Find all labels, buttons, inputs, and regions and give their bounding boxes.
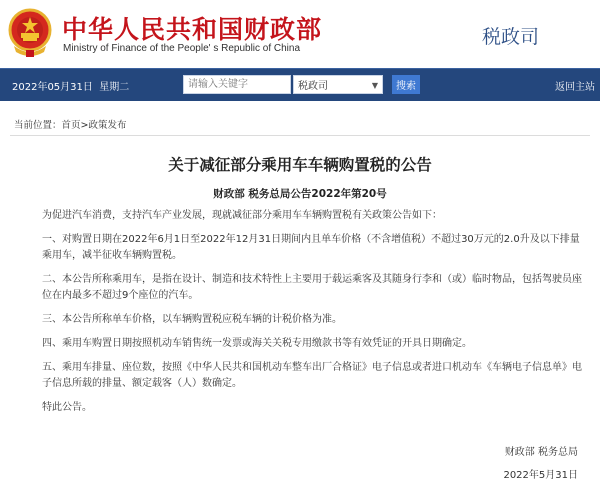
scope-select[interactable]	[293, 75, 383, 94]
paragraph-text: 五、乘用车排量、座位数，按照《中华人民共和国机动车整车出厂合格证》电子信息或者进口机动车《车辆电子信息单》电子信息所载的排量、额定载客（人）数确定。	[42, 362, 582, 389]
weekday-text: 星期二	[99, 82, 130, 93]
scope-select-value: 税政司	[298, 81, 328, 92]
article-paragraph: 为促进汽车消费，支持汽车产业发展，现就减征部分乘用车车辆购置税有关政策公告如下：	[42, 210, 442, 221]
chevron-down-icon: ▼	[371, 81, 378, 90]
ministry-name-en: Ministry of Finance of the People' s Republic of China	[63, 43, 301, 54]
article-paragraph	[42, 232, 582, 264]
article-title: 关于减征部分乘用车车辆购置税的公告	[168, 156, 432, 174]
article-paragraph: 特此公告。	[42, 402, 92, 413]
search-input[interactable]	[183, 75, 291, 94]
paragraph-text: 一、对购置日期在2022年6月1日至2022年12月31日期间内且单车价格（不含增值税）不超过30万元的2.0升及以下排量乘用车，减半征收车辆购置税。	[42, 234, 580, 261]
publish-date: 2022年5月31日	[503, 470, 578, 481]
date-text: 2022年05月31日	[12, 82, 93, 93]
search-button[interactable]: 搜索	[392, 75, 420, 94]
return-home-link[interactable]: 返回主站	[555, 82, 595, 93]
article-paragraph	[42, 360, 582, 392]
paragraph-text: 二、本公告所称乘用车，是指在设计、制造和技术特性上主要用于载运乘客及其随身行李和（或）临时物品，包括驾驶员座位在内最多不超过9个座位的汽车。	[42, 274, 582, 301]
article-subtitle: 财政部 税务总局公告2022年第20号	[213, 188, 387, 200]
article-paragraph: 四、乘用车购置日期按照机动车销售统一发票或海关关税专用缴款书等有效凭证的开具日期确定。	[42, 338, 472, 349]
current-date	[12, 78, 129, 93]
site-header	[0, 0, 600, 68]
ministry-name-cn: 中华人民共和国财政部	[62, 15, 323, 44]
department-name: 税政司	[482, 26, 540, 48]
breadcrumb: 当前位置：首页>政策发布	[14, 120, 127, 131]
article-paragraph	[42, 272, 582, 304]
article-paragraph: 三、本公告所称单车价格，以车辆购置税应税车辆的计税价格为准。	[42, 314, 342, 325]
signer: 财政部 税务总局	[504, 447, 578, 458]
top-nav-bar	[0, 68, 600, 101]
national-emblem-icon	[8, 8, 52, 58]
divider	[10, 135, 590, 136]
